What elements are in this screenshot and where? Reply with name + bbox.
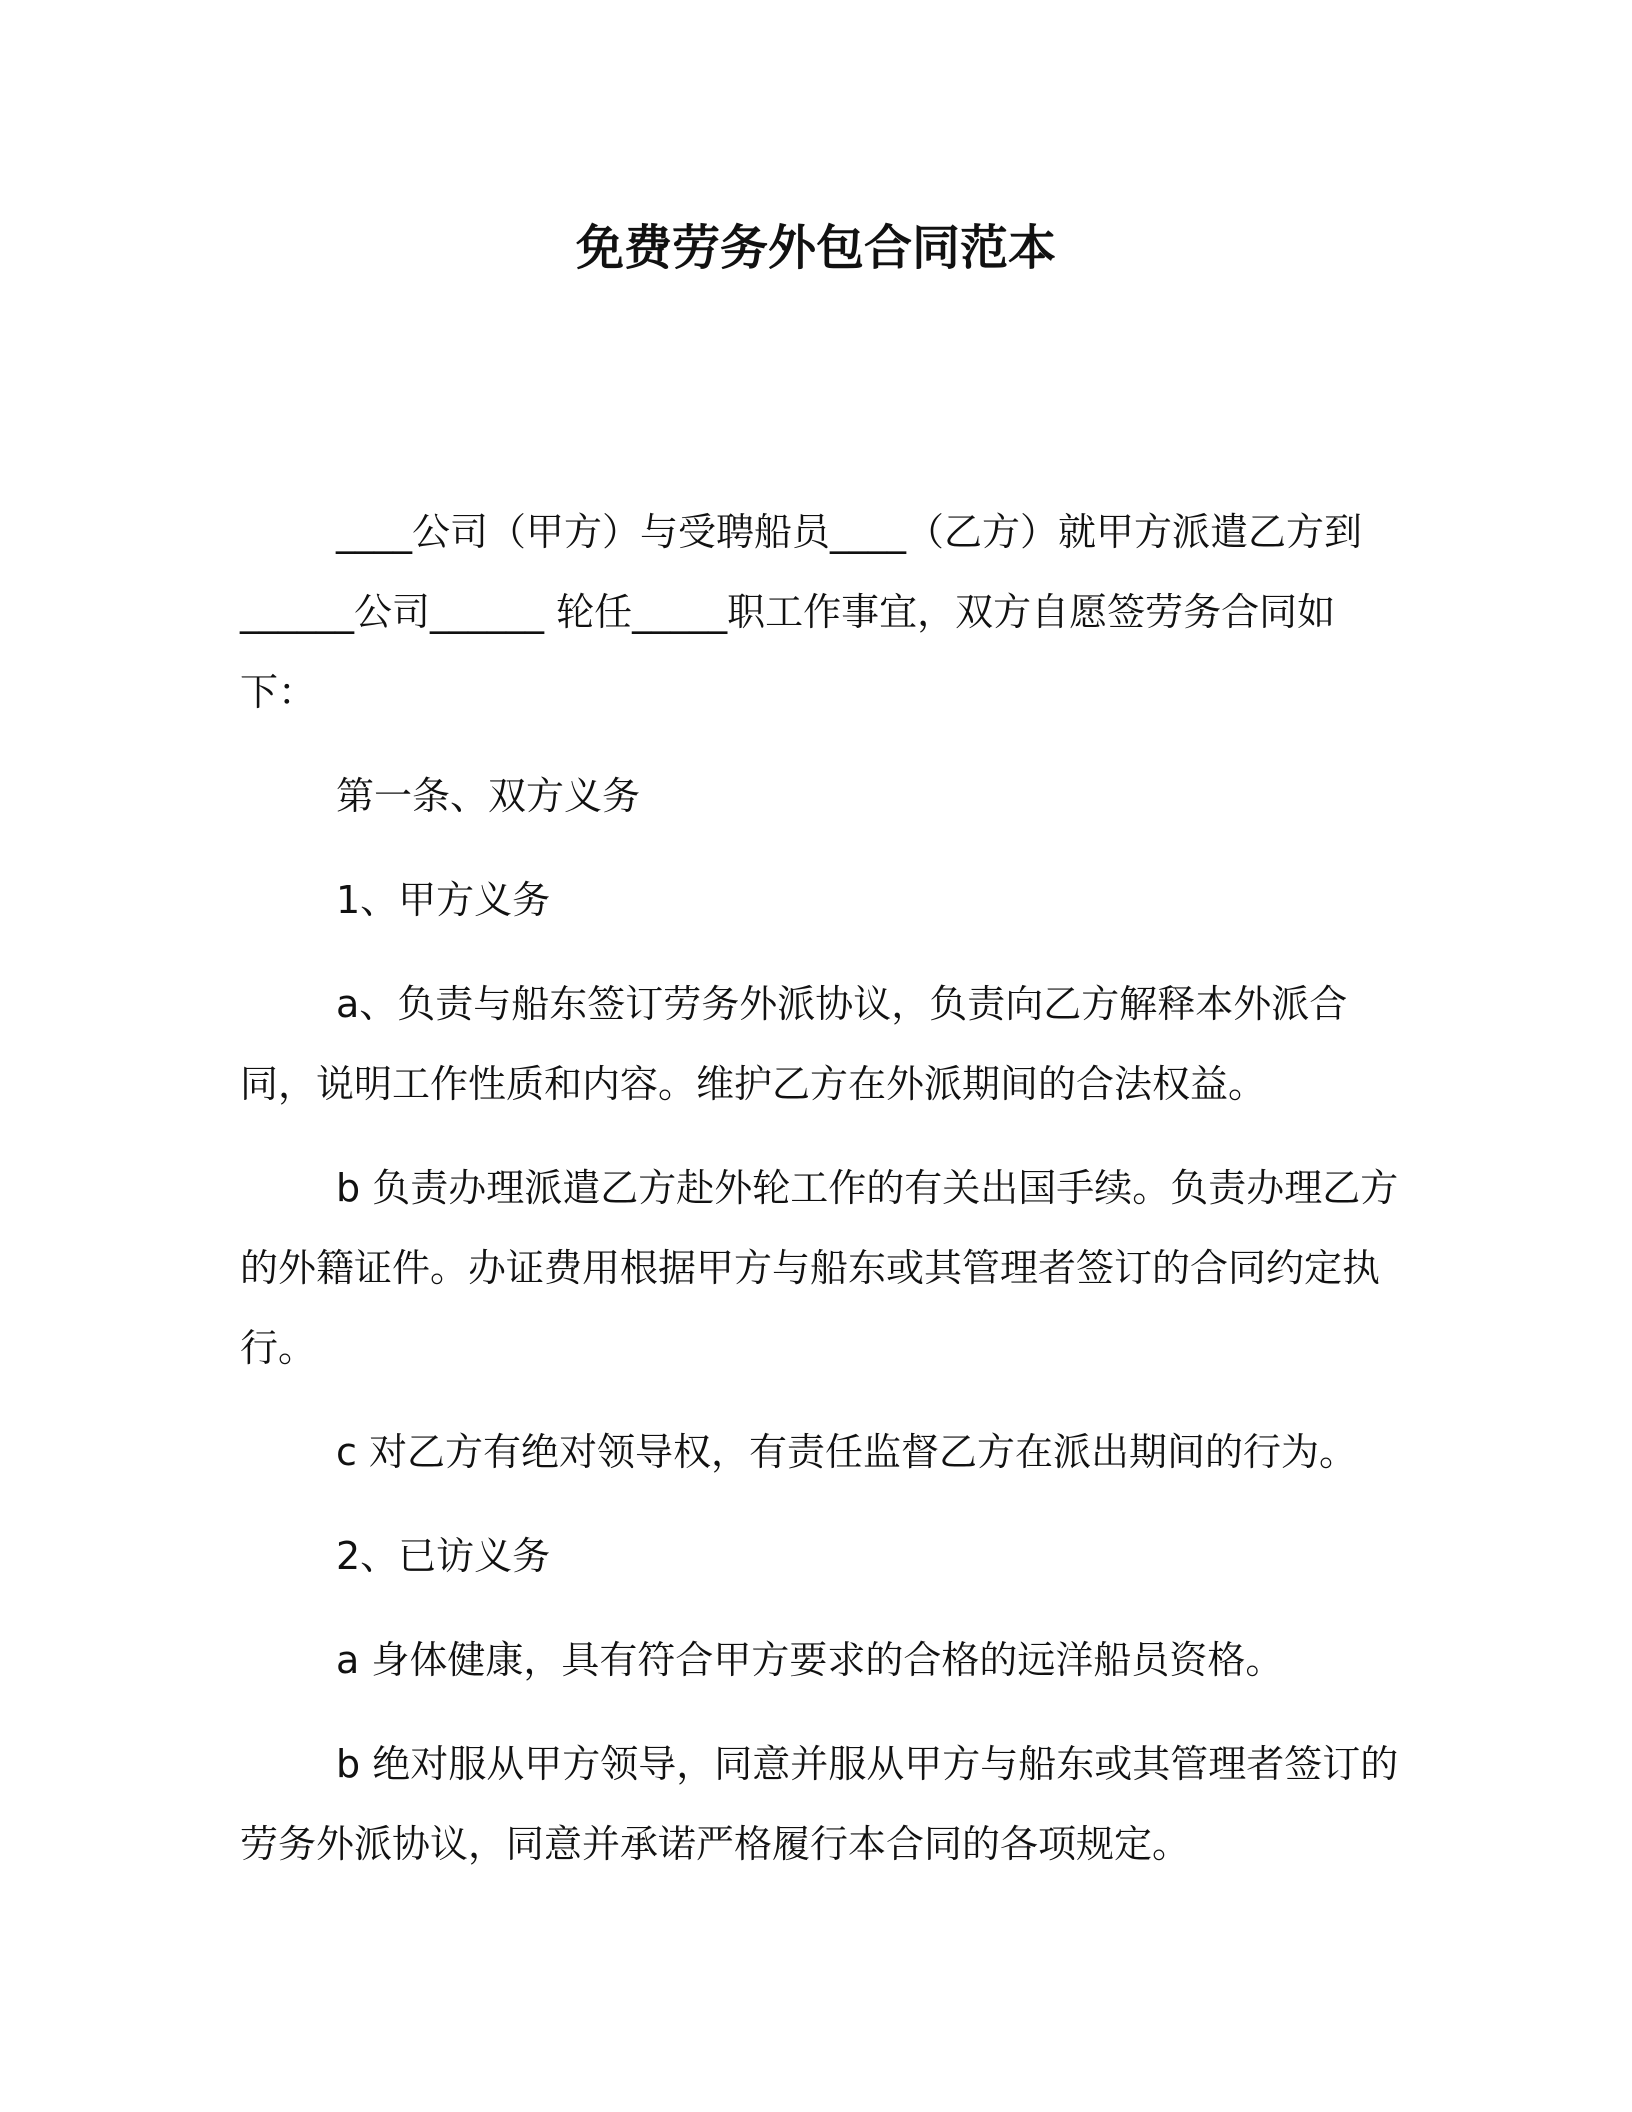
party-b-obligation-b: b 绝对服从甲方领导，同意并服从甲方与船东或其管理者签订的劳务外派协议，同意并承诺严格履行本合同的各项规定。: [240, 1742, 1399, 1866]
subsection-heading-party-b: 2、已访义务: [336, 1534, 551, 1578]
party-b-obligation-a: a 身体健康，具有符合甲方要求的合格的远洋船员资格。: [336, 1638, 1284, 1682]
party-a-obligation-b: b 负责办理派遣乙方赴外轮工作的有关出国手续。负责办理乙方的外籍证件。办证费用根据甲方与船东或其管理者签订的合同约定执行。: [240, 1166, 1399, 1370]
party-a-obligation-a: a、负责与船东签订劳务外派协议，负责向乙方解释本外派合同，说明工作性质和内容。维护乙方在外派期间的合法权益。: [240, 982, 1348, 1106]
party-a-obligation-c: c 对乙方有绝对领导权，有责任监督乙方在派出期间的行为。: [336, 1430, 1357, 1474]
subsection-heading-party-a: 1、甲方义务: [336, 878, 551, 922]
section-heading: 第一条、双方义务: [336, 774, 641, 818]
document-body: [240, 492, 1400, 1908]
intro-paragraph: ____公司（甲方）与受聘船员____（乙方）就甲方派遣乙方到______公司______ 轮任_____职工作事宜，双方自愿签劳务合同如下：: [240, 510, 1363, 714]
document-title: 免费劳务外包合同范本: [575, 220, 1056, 276]
